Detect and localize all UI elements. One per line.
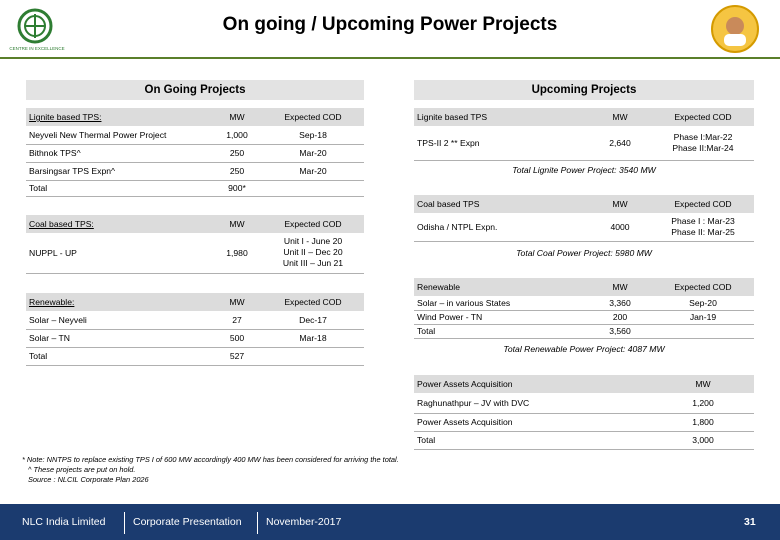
coal-total-note: Total Coal Power Project: 5980 MW — [516, 248, 652, 258]
header-cell: Expected COD — [652, 195, 754, 213]
total-row — [26, 347, 364, 365]
project-cell: Odisha / NTPL Expn. — [414, 213, 588, 241]
table-row — [414, 296, 754, 310]
cod-line: Phase I : Mar-23 — [671, 215, 735, 226]
total-label: Total — [26, 180, 212, 196]
footnote-line: ^ These projects are put on hold. — [28, 465, 136, 474]
header-cell: Expected COD — [262, 215, 364, 233]
mw-cell: 1,200 — [652, 393, 754, 413]
total-mw: 900* — [212, 180, 262, 196]
header-cell: Expected COD — [262, 108, 364, 126]
table-header-row — [414, 195, 754, 213]
total-row — [414, 324, 754, 338]
project-cell: Solar – in various States — [414, 296, 588, 310]
cod-line: Phase II: Mar-25 — [671, 226, 735, 237]
logo-caption: CENTRE IN EXCELLENCE — [9, 46, 65, 51]
header-cell: MW — [588, 195, 652, 213]
total-cod — [262, 180, 364, 196]
header-cell: Lignite based TPS — [414, 108, 588, 126]
cod-cell — [652, 213, 754, 241]
total-mw: 527 — [212, 347, 262, 365]
power-assets-table — [414, 375, 754, 450]
footer-date: November-2017 — [266, 516, 342, 528]
header-cell: MW — [652, 375, 754, 393]
mw-cell: 3,360 — [588, 296, 652, 310]
mw-cell: 1,800 — [652, 413, 754, 431]
cod-line: Unit II – Dec 20 — [283, 247, 343, 258]
header-cell: Power Assets Acquisition — [414, 375, 652, 393]
total-label: Total — [414, 324, 588, 338]
total-mw: 3,560 — [588, 324, 652, 338]
total-label: Total — [26, 347, 212, 365]
cod-cell: Mar-20 — [262, 144, 364, 162]
header-cell: Lignite based TPS: — [26, 108, 212, 126]
project-cell: Solar – Neyveli — [26, 311, 212, 329]
footer-separator — [124, 512, 125, 534]
ongoing-heading: On Going Projects — [26, 80, 364, 100]
asset-cell: Power Assets Acquisition — [414, 413, 652, 431]
ongoing-renewable-table — [26, 293, 364, 366]
cod-cell — [262, 233, 364, 273]
table-row — [26, 126, 364, 144]
footnote-line: Source : NLCIL Corporate Plan 2026 — [28, 475, 149, 484]
table-row — [414, 310, 754, 324]
cod-line: Unit I - June 20 — [283, 236, 343, 247]
upcoming-heading: Upcoming Projects — [414, 80, 754, 100]
table-row — [414, 126, 754, 160]
table-row — [414, 413, 754, 431]
table-row — [26, 144, 364, 162]
footer-bar — [0, 504, 780, 540]
total-label: Total — [414, 431, 652, 449]
table-row — [414, 213, 754, 241]
mw-cell: 4000 — [588, 213, 652, 241]
header-cell: Renewable: — [26, 293, 212, 311]
table-header-row — [26, 108, 364, 126]
cod-line: Phase II:Mar-24 — [672, 142, 734, 153]
total-row — [26, 180, 364, 196]
cod-cell: Dec-17 — [262, 311, 364, 329]
project-cell: Bithnok TPS^ — [26, 144, 212, 162]
upcoming-renewable-table — [414, 278, 754, 339]
cod-cell: Mar-20 — [262, 162, 364, 180]
footnote-line: * Note: NNTPS to replace existing TPS I of 600 MW accordingly 400 MW has been considered for arriving the total. — [22, 455, 399, 464]
footnotes — [22, 455, 422, 485]
header-cell: MW — [212, 293, 262, 311]
upcoming-coal-table — [414, 195, 754, 242]
table-header-row — [414, 375, 754, 393]
title-divider — [0, 57, 780, 59]
asset-cell: Raghunathpur – JV with DVC — [414, 393, 652, 413]
table-row — [26, 329, 364, 347]
project-cell: TPS-II 2 ** Expn — [414, 126, 588, 160]
header-cell: Expected COD — [652, 108, 754, 126]
cod-cell: Jan-19 — [652, 310, 754, 324]
table-header-row — [26, 215, 364, 233]
total-row — [414, 431, 754, 449]
ongoing-coal-table — [26, 215, 364, 274]
header-cell: MW — [588, 108, 652, 126]
project-cell: Neyveli New Thermal Power Project — [26, 126, 212, 144]
mw-cell: 200 — [588, 310, 652, 324]
project-cell: Wind Power - TN — [414, 310, 588, 324]
page-title: On going / Upcoming Power Projects — [222, 14, 558, 35]
page-number: 31 — [744, 516, 756, 528]
table-row — [26, 233, 364, 273]
header-cell: Expected COD — [262, 293, 364, 311]
table-row — [414, 393, 754, 413]
renewable-total-note: Total Renewable Power Project: 4087 MW — [503, 344, 665, 354]
project-cell: Barsingsar TPS Expn^ — [26, 162, 212, 180]
cod-cell: Mar-18 — [262, 329, 364, 347]
mw-cell: 250 — [212, 162, 262, 180]
table-header-row — [414, 278, 754, 296]
table-row — [26, 311, 364, 329]
table-row — [26, 162, 364, 180]
cod-cell: Sep-18 — [262, 126, 364, 144]
footer-company: NLC India Limited — [22, 516, 106, 528]
mw-cell: 250 — [212, 144, 262, 162]
mw-cell: 2,640 — [588, 126, 652, 160]
project-cell: NUPPL - UP — [26, 233, 212, 273]
mw-cell: 1,000 — [212, 126, 262, 144]
footer-doc: Corporate Presentation — [133, 516, 242, 528]
header-cell: Coal based TPS — [414, 195, 588, 213]
total-mw: 3,000 — [652, 431, 754, 449]
header-cell: MW — [588, 278, 652, 296]
header-cell: MW — [212, 215, 262, 233]
mw-cell: 500 — [212, 329, 262, 347]
total-cod — [652, 324, 754, 338]
project-cell: Solar – TN — [26, 329, 212, 347]
header-cell: Expected COD — [652, 278, 754, 296]
footer-separator — [257, 512, 258, 534]
header-cell: Coal based TPS: — [26, 215, 212, 233]
upcoming-lignite-table — [414, 108, 754, 161]
cod-cell: Sep-20 — [652, 296, 754, 310]
cod-line: Unit III – Jun 21 — [282, 258, 344, 269]
table-header-row — [26, 293, 364, 311]
total-cod — [262, 347, 364, 365]
lignite-total-note: Total Lignite Power Project: 3540 MW — [512, 165, 656, 175]
ongoing-lignite-table — [26, 108, 364, 197]
header-cell: Renewable — [414, 278, 588, 296]
table-header-row — [414, 108, 754, 126]
mw-cell: 27 — [212, 311, 262, 329]
header-cell: MW — [212, 108, 262, 126]
cod-cell — [652, 126, 754, 160]
cod-line: Phase I:Mar-22 — [673, 131, 733, 142]
mw-cell: 1,980 — [212, 233, 262, 273]
